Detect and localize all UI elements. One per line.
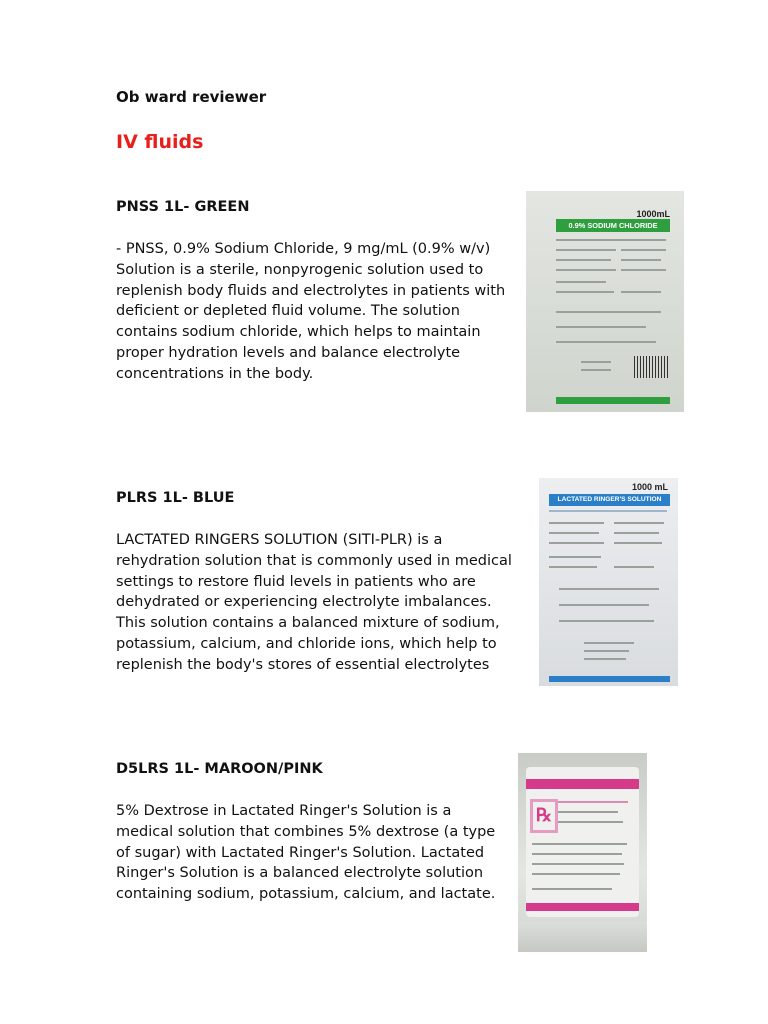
plrs-bag-photo xyxy=(539,478,678,686)
pnss-label-band: 0.9% SODIUM CHLORIDE xyxy=(556,219,670,232)
plrs-label-band: LACTATED RINGER'S SOLUTION xyxy=(549,494,670,506)
entry-heading-plrs: PLRS 1L- BLUE xyxy=(116,490,235,506)
d5lrs-bag-photo: ℞ xyxy=(518,753,647,952)
entry-body-pnss: - PNSS, 0.9% Sodium Chloride, 9 mg/mL (0.9% w/v) Solution is a sterile, nonpyrogenic solution used to replenish body fluids and electrolytes in patients with deficient or depleted fluid volume. The solution contains sodium chloride, which helps to maintain proper hydration levels and balance electrolyte concentrations in the body. xyxy=(116,241,506,382)
plrs-label-volume: 1000 mL xyxy=(631,482,668,492)
entry-body-d5lrs: 5% Dextrose in Lactated Ringer's Solution is a medical solution that combines 5% dextrose (a type of sugar) with Lactated Ringer's Solution. Lactated Ringer's Solution is a balanced electrolyte solution containing sodium, potassium, calcium, and lactate. xyxy=(116,803,496,903)
entry-heading-d5lrs: D5LRS 1L- MAROON/PINK xyxy=(116,761,323,777)
entry-heading-pnss: PNSS 1L- GREEN xyxy=(116,199,250,215)
pnss-label-volume: 1000mL xyxy=(636,209,670,219)
pnss-bag-photo xyxy=(526,191,684,412)
section-title: IV fluids xyxy=(116,131,204,153)
entry-body-plrs: LACTATED RINGERS SOLUTION (SITI-PLR) is a rehydration solution that is commonly used in medical settings to restore fluid levels in patients who are dehydrated or experiencing electrolyte imbalances. This solution contains a balanced mixture of sodium, potassium, calcium, and chloride ions, which help to replenish the body's stores of essential electrolytes xyxy=(116,532,512,673)
document-title: Ob ward reviewer xyxy=(116,88,267,106)
